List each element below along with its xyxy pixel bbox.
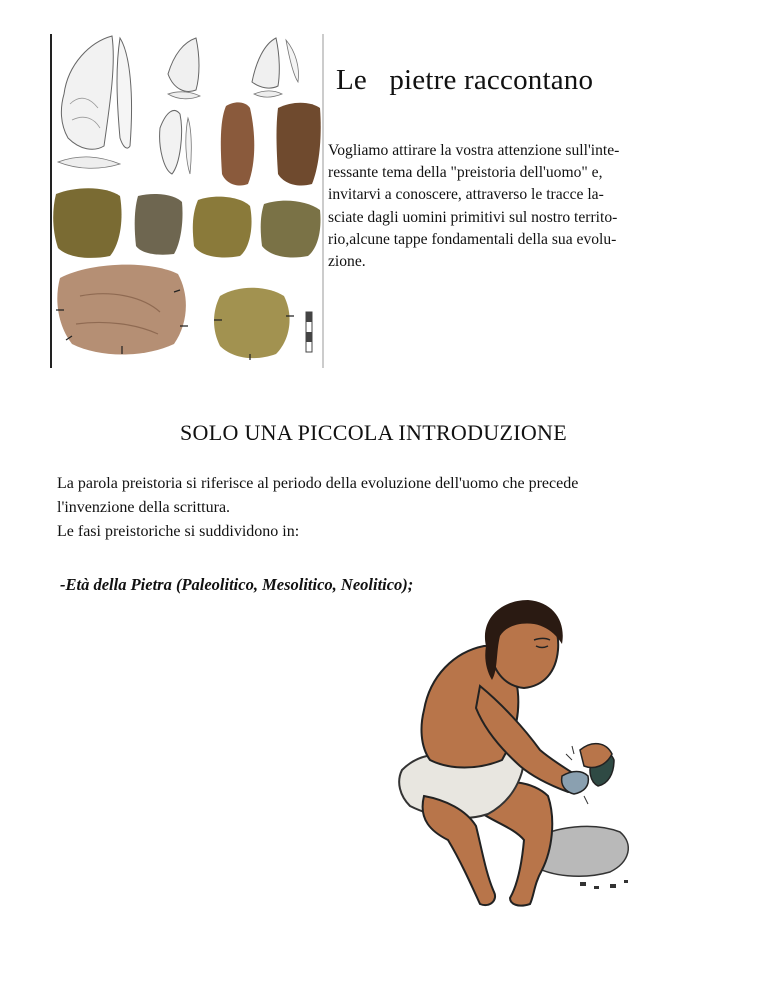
page-title: Le pietre raccontano xyxy=(336,64,594,96)
caveman-illustration xyxy=(384,600,644,920)
section-heading: SOLO UNA PICCOLA INTRODUZIONE xyxy=(180,420,567,445)
intro-line: zione. xyxy=(328,253,366,271)
body-paragraph xyxy=(57,472,737,544)
intro-line: invitarvi a conoscere, attraverso le tracce la- xyxy=(328,186,604,204)
intro-paragraph xyxy=(328,140,708,273)
intro-line: sciate dagli uomini primitivi sul nostro territo- xyxy=(328,208,618,226)
intro-line: Vogliamo attirare la vostra attenzione sull'inte- xyxy=(328,142,620,159)
intro-line: ressante tema della "preistoria dell'uomo" e, xyxy=(328,164,603,182)
stone-age-item: -Età della Pietra (Paleolitico, Mesolitico, Neolitico); xyxy=(60,575,414,594)
body-line: La parola preistoria si riferisce al periodo della evoluzione dell'uomo che precede xyxy=(57,475,579,492)
body-line: l'invenzione della scrittura. xyxy=(57,499,231,516)
intro-line: rio,alcune tappe fondamentali della sua evolu- xyxy=(328,230,617,248)
body-line: Le fasi preistoriche si suddividono in: xyxy=(57,523,300,540)
stone-tools-figure xyxy=(50,34,324,368)
